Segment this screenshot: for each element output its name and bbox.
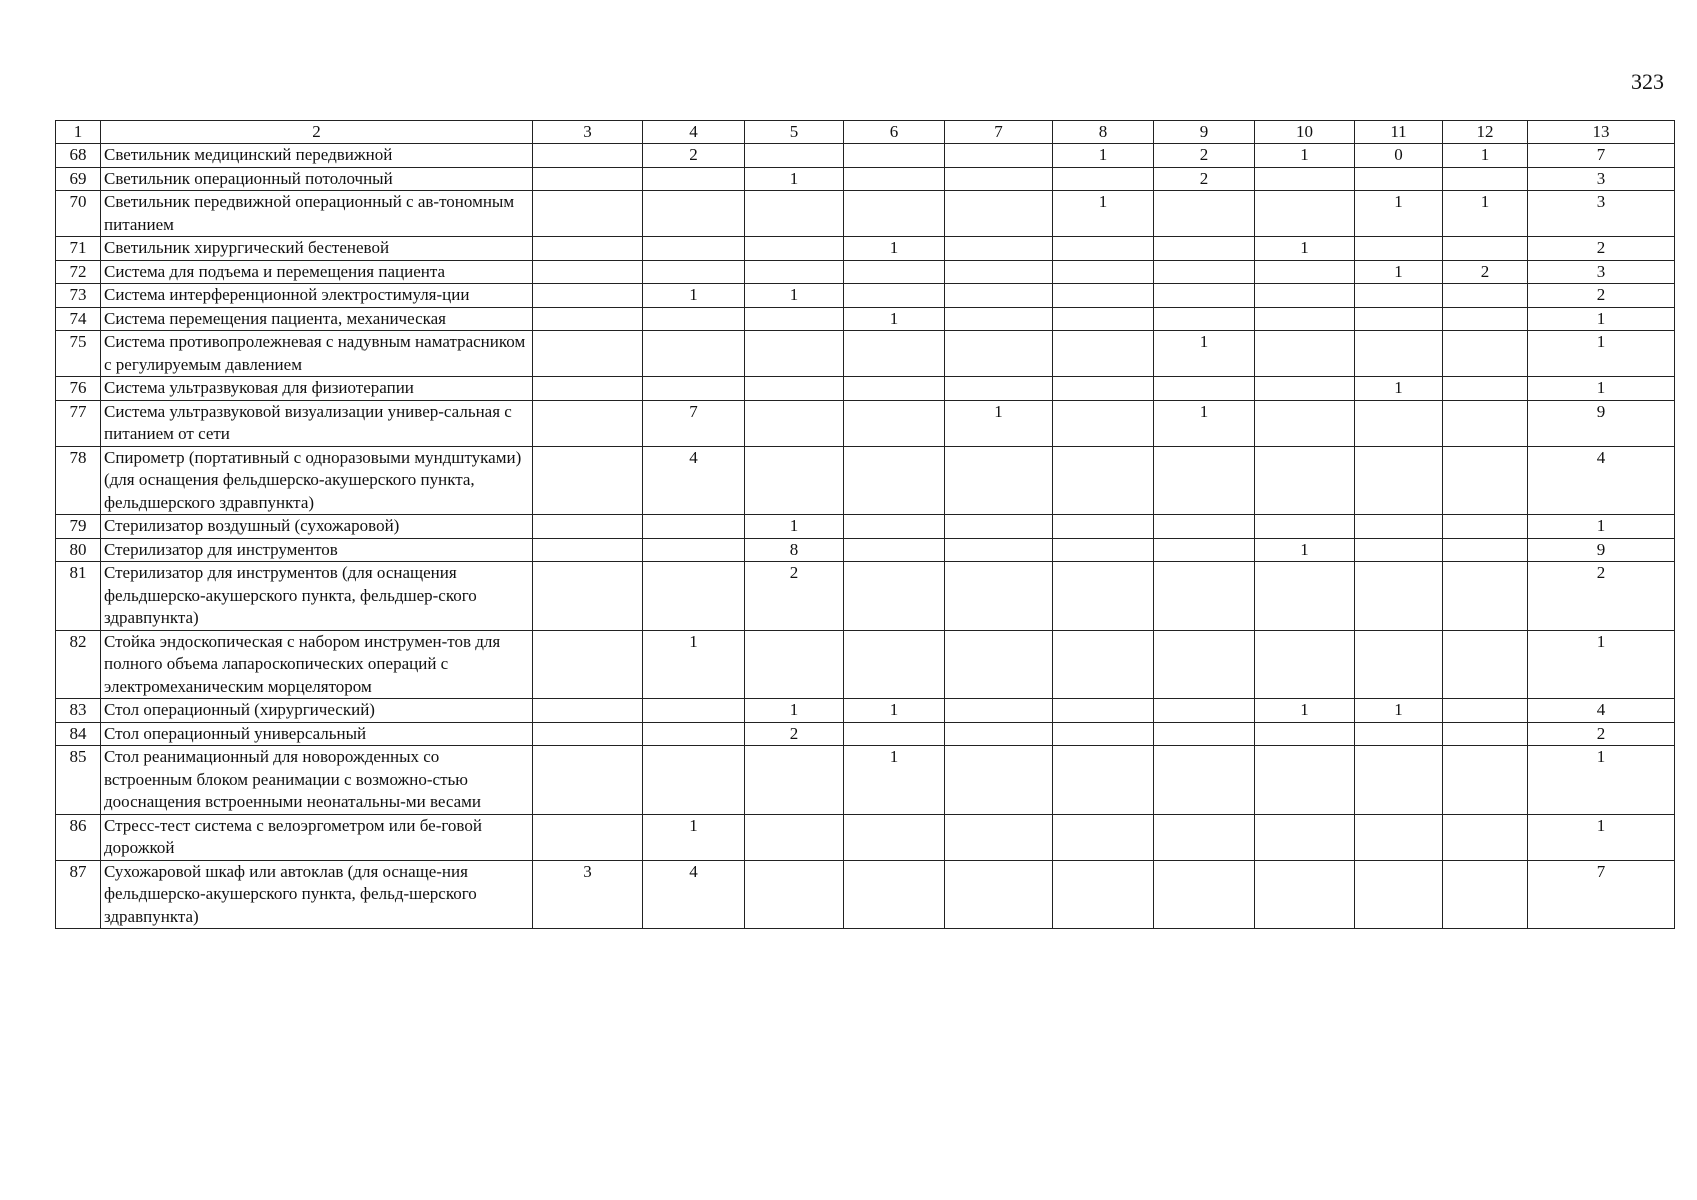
quantity-cell-6 (844, 284, 945, 308)
quantity-cell-6: 1 (844, 746, 945, 815)
table-row (56, 260, 1675, 284)
quantity-cell-12: 1 (1443, 144, 1528, 168)
quantity-cell-11: 1 (1355, 191, 1443, 237)
quantity-cell-10 (1255, 284, 1355, 308)
row-number-cell: 84 (56, 722, 101, 746)
quantity-cell-13: 9 (1528, 538, 1675, 562)
equipment-name-cell: Спирометр (портативный с одноразовыми мундштуками) (для оснащения фельдшерско-акушерского пункта, фельдшерского здравпункта) (101, 446, 533, 515)
quantity-cell-12 (1443, 167, 1528, 191)
quantity-cell-8: 1 (1053, 144, 1154, 168)
row-number-cell: 74 (56, 307, 101, 331)
table-row (56, 284, 1675, 308)
row-number-cell: 81 (56, 562, 101, 631)
quantity-cell-3 (533, 307, 643, 331)
quantity-cell-6: 1 (844, 307, 945, 331)
quantity-cell-11: 1 (1355, 699, 1443, 723)
quantity-cell-5 (745, 400, 844, 446)
quantity-cell-4: 4 (643, 860, 745, 929)
quantity-cell-10 (1255, 400, 1355, 446)
quantity-cell-9 (1154, 307, 1255, 331)
quantity-cell-9 (1154, 260, 1255, 284)
quantity-cell-10 (1255, 515, 1355, 539)
column-number-cell: 2 (101, 121, 533, 144)
quantity-cell-10 (1255, 746, 1355, 815)
quantity-cell-4 (643, 746, 745, 815)
table-row (56, 722, 1675, 746)
quantity-cell-11 (1355, 562, 1443, 631)
column-number-cell: 11 (1355, 121, 1443, 144)
quantity-cell-13: 9 (1528, 400, 1675, 446)
quantity-cell-10: 1 (1255, 538, 1355, 562)
quantity-cell-13: 1 (1528, 307, 1675, 331)
quantity-cell-8 (1053, 446, 1154, 515)
quantity-cell-13: 4 (1528, 699, 1675, 723)
table-row (56, 746, 1675, 815)
equipment-name-cell: Стол операционный универсальный (101, 722, 533, 746)
quantity-cell-12 (1443, 307, 1528, 331)
quantity-cell-3 (533, 284, 643, 308)
equipment-name-cell: Стол операционный (хирургический) (101, 699, 533, 723)
quantity-cell-5 (745, 260, 844, 284)
quantity-cell-9 (1154, 284, 1255, 308)
equipment-name-cell: Стерилизатор для инструментов (для оснащения фельдшерско-акушерского пункта, фельдшер-ского здравпункта) (101, 562, 533, 631)
quantity-cell-9 (1154, 699, 1255, 723)
table-row (56, 699, 1675, 723)
quantity-cell-13: 1 (1528, 377, 1675, 401)
quantity-cell-10 (1255, 446, 1355, 515)
quantity-cell-12: 1 (1443, 191, 1528, 237)
quantity-cell-12 (1443, 284, 1528, 308)
page-number: 323 (1631, 69, 1664, 94)
quantity-cell-12 (1443, 722, 1528, 746)
quantity-cell-12 (1443, 446, 1528, 515)
quantity-cell-5 (745, 860, 844, 929)
quantity-cell-7 (945, 630, 1053, 699)
row-number-cell: 70 (56, 191, 101, 237)
quantity-cell-7 (945, 284, 1053, 308)
row-number-cell: 85 (56, 746, 101, 815)
quantity-cell-8 (1053, 260, 1154, 284)
quantity-cell-6 (844, 860, 945, 929)
equipment-name-cell: Светильник операционный потолочный (101, 167, 533, 191)
quantity-cell-5: 1 (745, 167, 844, 191)
quantity-cell-11 (1355, 446, 1443, 515)
row-number-cell: 79 (56, 515, 101, 539)
table-row (56, 167, 1675, 191)
quantity-cell-8 (1053, 630, 1154, 699)
quantity-cell-10 (1255, 722, 1355, 746)
quantity-cell-3 (533, 377, 643, 401)
quantity-cell-9 (1154, 860, 1255, 929)
quantity-cell-12 (1443, 814, 1528, 860)
equipment-name-cell: Система перемещения пациента, механическая (101, 307, 533, 331)
quantity-cell-8 (1053, 307, 1154, 331)
quantity-cell-10: 1 (1255, 237, 1355, 261)
quantity-cell-7 (945, 377, 1053, 401)
table-row (56, 331, 1675, 377)
quantity-cell-4 (643, 515, 745, 539)
table-row (56, 307, 1675, 331)
quantity-cell-9 (1154, 191, 1255, 237)
quantity-cell-13: 3 (1528, 167, 1675, 191)
column-number-cell: 10 (1255, 121, 1355, 144)
row-number-cell: 87 (56, 860, 101, 929)
quantity-cell-8 (1053, 860, 1154, 929)
quantity-cell-4: 7 (643, 400, 745, 446)
quantity-cell-3 (533, 167, 643, 191)
quantity-cell-4 (643, 377, 745, 401)
quantity-cell-9 (1154, 515, 1255, 539)
quantity-cell-7 (945, 699, 1053, 723)
quantity-cell-5 (745, 237, 844, 261)
equipment-name-cell: Система для подъема и перемещения пациента (101, 260, 533, 284)
quantity-cell-6 (844, 144, 945, 168)
quantity-cell-7 (945, 722, 1053, 746)
quantity-cell-3 (533, 630, 643, 699)
table-row (56, 446, 1675, 515)
quantity-cell-4: 2 (643, 144, 745, 168)
quantity-cell-13: 2 (1528, 722, 1675, 746)
quantity-cell-13: 1 (1528, 814, 1675, 860)
row-number-cell: 76 (56, 377, 101, 401)
quantity-cell-6 (844, 400, 945, 446)
quantity-cell-11 (1355, 814, 1443, 860)
quantity-cell-11: 0 (1355, 144, 1443, 168)
quantity-cell-13: 1 (1528, 331, 1675, 377)
quantity-cell-10: 1 (1255, 144, 1355, 168)
quantity-cell-3 (533, 400, 643, 446)
quantity-cell-12 (1443, 630, 1528, 699)
table-row (56, 237, 1675, 261)
quantity-cell-10: 1 (1255, 699, 1355, 723)
quantity-cell-6 (844, 722, 945, 746)
row-number-cell: 75 (56, 331, 101, 377)
column-number-cell: 8 (1053, 121, 1154, 144)
quantity-cell-7 (945, 191, 1053, 237)
quantity-cell-6 (844, 167, 945, 191)
quantity-cell-10 (1255, 562, 1355, 631)
quantity-cell-7 (945, 538, 1053, 562)
column-number-cell: 5 (745, 121, 844, 144)
quantity-cell-6 (844, 377, 945, 401)
quantity-cell-13: 3 (1528, 260, 1675, 284)
quantity-cell-11: 1 (1355, 260, 1443, 284)
quantity-cell-11 (1355, 167, 1443, 191)
quantity-cell-4: 1 (643, 814, 745, 860)
quantity-cell-3 (533, 331, 643, 377)
quantity-cell-4: 4 (643, 446, 745, 515)
quantity-cell-13: 2 (1528, 562, 1675, 631)
row-number-cell: 71 (56, 237, 101, 261)
quantity-cell-11 (1355, 515, 1443, 539)
quantity-cell-12 (1443, 860, 1528, 929)
quantity-cell-13: 4 (1528, 446, 1675, 515)
quantity-cell-9 (1154, 538, 1255, 562)
table-row (56, 515, 1675, 539)
quantity-cell-5: 2 (745, 562, 844, 631)
quantity-cell-12 (1443, 699, 1528, 723)
quantity-cell-10 (1255, 860, 1355, 929)
column-number-cell: 6 (844, 121, 945, 144)
quantity-cell-13: 7 (1528, 860, 1675, 929)
quantity-cell-6 (844, 515, 945, 539)
quantity-cell-6 (844, 446, 945, 515)
quantity-cell-9 (1154, 722, 1255, 746)
equipment-name-cell: Система интерференционной электростимуля-ции (101, 284, 533, 308)
equipment-name-cell: Система ультразвуковая для физиотерапии (101, 377, 533, 401)
quantity-cell-5 (745, 630, 844, 699)
quantity-cell-6 (844, 814, 945, 860)
quantity-cell-6 (844, 191, 945, 237)
quantity-cell-9 (1154, 377, 1255, 401)
quantity-cell-4 (643, 722, 745, 746)
quantity-cell-10 (1255, 307, 1355, 331)
row-number-cell: 73 (56, 284, 101, 308)
quantity-cell-10 (1255, 167, 1355, 191)
quantity-cell-5 (745, 144, 844, 168)
quantity-cell-9: 1 (1154, 400, 1255, 446)
table-row (56, 377, 1675, 401)
equipment-name-cell: Светильник хирургический бестеневой (101, 237, 533, 261)
row-number-cell: 82 (56, 630, 101, 699)
quantity-cell-5 (745, 814, 844, 860)
column-number-cell: 1 (56, 121, 101, 144)
quantity-cell-9 (1154, 814, 1255, 860)
column-number-row (56, 121, 1675, 144)
quantity-cell-7 (945, 814, 1053, 860)
quantity-cell-8 (1053, 746, 1154, 815)
row-number-cell: 86 (56, 814, 101, 860)
quantity-cell-3 (533, 814, 643, 860)
quantity-cell-9 (1154, 746, 1255, 815)
quantity-cell-11 (1355, 237, 1443, 261)
quantity-cell-11 (1355, 630, 1443, 699)
quantity-cell-9 (1154, 562, 1255, 631)
quantity-cell-4 (643, 331, 745, 377)
column-number-cell: 7 (945, 121, 1053, 144)
equipment-name-cell: Стресс-тест система с велоэргометром или бе-говой дорожкой (101, 814, 533, 860)
quantity-cell-3 (533, 562, 643, 631)
quantity-cell-6 (844, 331, 945, 377)
quantity-cell-13: 1 (1528, 515, 1675, 539)
quantity-cell-5: 1 (745, 699, 844, 723)
equipment-name-cell: Стерилизатор для инструментов (101, 538, 533, 562)
quantity-cell-3 (533, 746, 643, 815)
quantity-cell-13: 7 (1528, 144, 1675, 168)
quantity-cell-4 (643, 699, 745, 723)
row-number-cell: 83 (56, 699, 101, 723)
quantity-cell-5 (745, 746, 844, 815)
quantity-cell-4 (643, 191, 745, 237)
equipment-name-cell: Система ультразвуковой визуализации универ-сальная с питанием от сети (101, 400, 533, 446)
quantity-cell-9: 2 (1154, 167, 1255, 191)
quantity-cell-10 (1255, 630, 1355, 699)
quantity-cell-9 (1154, 630, 1255, 699)
equipment-name-cell: Стойка эндоскопическая с набором инструмен-тов для полного объема лапароскопических операций с электромеханическим морцелятором (101, 630, 533, 699)
quantity-cell-3: 3 (533, 860, 643, 929)
quantity-cell-10 (1255, 377, 1355, 401)
quantity-cell-8 (1053, 814, 1154, 860)
quantity-cell-7 (945, 446, 1053, 515)
row-number-cell: 72 (56, 260, 101, 284)
quantity-cell-4 (643, 167, 745, 191)
quantity-cell-13: 1 (1528, 746, 1675, 815)
quantity-cell-8 (1053, 538, 1154, 562)
quantity-cell-7 (945, 562, 1053, 631)
quantity-cell-5 (745, 377, 844, 401)
equipment-table (55, 120, 1675, 929)
quantity-cell-4: 1 (643, 284, 745, 308)
quantity-cell-3 (533, 446, 643, 515)
quantity-cell-8 (1053, 331, 1154, 377)
quantity-cell-4 (643, 237, 745, 261)
column-number-cell: 4 (643, 121, 745, 144)
quantity-cell-8 (1053, 699, 1154, 723)
equipment-name-cell: Система противопролежневая с надувным наматрасником с регулируемым давлением (101, 331, 533, 377)
quantity-cell-5 (745, 446, 844, 515)
quantity-cell-11 (1355, 746, 1443, 815)
quantity-cell-8 (1053, 377, 1154, 401)
quantity-cell-8 (1053, 284, 1154, 308)
quantity-cell-6 (844, 562, 945, 631)
quantity-cell-13: 1 (1528, 630, 1675, 699)
quantity-cell-12 (1443, 538, 1528, 562)
quantity-cell-5: 8 (745, 538, 844, 562)
quantity-cell-7 (945, 860, 1053, 929)
quantity-cell-7 (945, 144, 1053, 168)
equipment-name-cell: Сухожаровой шкаф или автоклав (для оснаще-ния фельдшерско-акушерского пункта, фельд-шерского здравпункта) (101, 860, 533, 929)
column-number-cell: 3 (533, 121, 643, 144)
quantity-cell-13: 3 (1528, 191, 1675, 237)
quantity-cell-11 (1355, 307, 1443, 331)
column-number-cell: 12 (1443, 121, 1528, 144)
quantity-cell-7 (945, 167, 1053, 191)
quantity-cell-13: 2 (1528, 237, 1675, 261)
quantity-cell-12 (1443, 237, 1528, 261)
quantity-cell-3 (533, 191, 643, 237)
quantity-cell-10 (1255, 260, 1355, 284)
quantity-cell-5 (745, 331, 844, 377)
quantity-cell-8 (1053, 237, 1154, 261)
quantity-cell-9 (1154, 237, 1255, 261)
quantity-cell-7 (945, 515, 1053, 539)
quantity-cell-7 (945, 746, 1053, 815)
row-number-cell: 80 (56, 538, 101, 562)
table-row (56, 860, 1675, 929)
table-row (56, 562, 1675, 631)
quantity-cell-7: 1 (945, 400, 1053, 446)
quantity-cell-11 (1355, 860, 1443, 929)
quantity-cell-10 (1255, 331, 1355, 377)
quantity-cell-11: 1 (1355, 377, 1443, 401)
table-row (56, 814, 1675, 860)
table-row (56, 191, 1675, 237)
quantity-cell-10 (1255, 191, 1355, 237)
quantity-cell-5: 1 (745, 515, 844, 539)
quantity-cell-9 (1154, 446, 1255, 515)
table-row (56, 400, 1675, 446)
row-number-cell: 77 (56, 400, 101, 446)
quantity-cell-8: 1 (1053, 191, 1154, 237)
quantity-cell-11 (1355, 722, 1443, 746)
quantity-cell-5: 1 (745, 284, 844, 308)
quantity-cell-12 (1443, 746, 1528, 815)
quantity-cell-4 (643, 538, 745, 562)
equipment-name-cell: Светильник медицинский передвижной (101, 144, 533, 168)
quantity-cell-3 (533, 237, 643, 261)
quantity-cell-4 (643, 260, 745, 284)
row-number-cell: 69 (56, 167, 101, 191)
table-row (56, 144, 1675, 168)
quantity-cell-8 (1053, 400, 1154, 446)
column-number-cell: 9 (1154, 121, 1255, 144)
quantity-cell-12: 2 (1443, 260, 1528, 284)
quantity-cell-9: 2 (1154, 144, 1255, 168)
quantity-cell-6 (844, 538, 945, 562)
quantity-cell-4: 1 (643, 630, 745, 699)
quantity-cell-5: 2 (745, 722, 844, 746)
table-body (56, 121, 1675, 929)
quantity-cell-7 (945, 307, 1053, 331)
equipment-name-cell: Стол реанимационный для новорожденных со встроенным блоком реанимации с возможно-стью дооснащения встроенными неонатальны-ми весами (101, 746, 533, 815)
quantity-cell-12 (1443, 377, 1528, 401)
quantity-cell-9: 1 (1154, 331, 1255, 377)
row-number-cell: 78 (56, 446, 101, 515)
quantity-cell-3 (533, 260, 643, 284)
quantity-cell-8 (1053, 515, 1154, 539)
quantity-cell-3 (533, 144, 643, 168)
quantity-cell-7 (945, 237, 1053, 261)
quantity-cell-10 (1255, 814, 1355, 860)
equipment-name-cell: Светильник передвижной операционный с ав-тономным питанием (101, 191, 533, 237)
quantity-cell-8 (1053, 167, 1154, 191)
quantity-cell-5 (745, 307, 844, 331)
quantity-cell-3 (533, 722, 643, 746)
table-row (56, 538, 1675, 562)
quantity-cell-4 (643, 307, 745, 331)
quantity-cell-12 (1443, 562, 1528, 631)
column-number-cell: 13 (1528, 121, 1675, 144)
row-number-cell: 68 (56, 144, 101, 168)
quantity-cell-6: 1 (844, 699, 945, 723)
quantity-cell-8 (1053, 722, 1154, 746)
quantity-cell-13: 2 (1528, 284, 1675, 308)
quantity-cell-6 (844, 630, 945, 699)
equipment-name-cell: Стерилизатор воздушный (сухожаровой) (101, 515, 533, 539)
quantity-cell-11 (1355, 284, 1443, 308)
quantity-cell-5 (745, 191, 844, 237)
quantity-cell-12 (1443, 400, 1528, 446)
quantity-cell-3 (533, 538, 643, 562)
quantity-cell-11 (1355, 538, 1443, 562)
quantity-cell-6 (844, 260, 945, 284)
quantity-cell-11 (1355, 331, 1443, 377)
quantity-cell-7 (945, 260, 1053, 284)
quantity-cell-11 (1355, 400, 1443, 446)
quantity-cell-3 (533, 699, 643, 723)
quantity-cell-12 (1443, 331, 1528, 377)
table-row (56, 630, 1675, 699)
quantity-cell-3 (533, 515, 643, 539)
quantity-cell-6: 1 (844, 237, 945, 261)
quantity-cell-12 (1443, 515, 1528, 539)
quantity-cell-8 (1053, 562, 1154, 631)
quantity-cell-7 (945, 331, 1053, 377)
quantity-cell-4 (643, 562, 745, 631)
